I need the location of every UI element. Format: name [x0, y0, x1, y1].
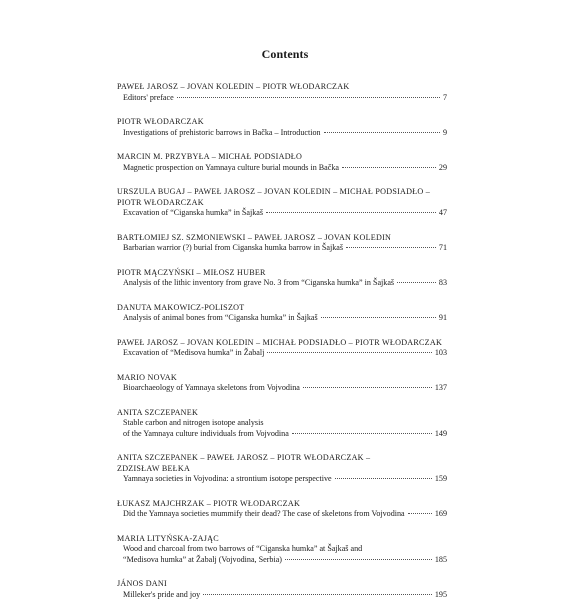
toc-entry-line	[117, 163, 447, 174]
toc-entry-page-number: 9	[443, 128, 447, 139]
leader-dots	[177, 97, 440, 98]
leader-dots	[346, 247, 436, 248]
toc-entry	[117, 152, 447, 173]
toc-entry-page-number: 7	[443, 93, 447, 104]
toc-entry-page-number: 29	[439, 163, 447, 174]
toc-entry-page-number: 149	[435, 429, 447, 440]
toc-entry-line	[117, 348, 447, 359]
toc-entry-line	[117, 243, 447, 254]
toc-entry	[117, 373, 447, 394]
toc-entry-title: Milleker's pride and joy	[123, 590, 200, 600]
toc-entry-title: Barbarian warrior (?) burial from Ciganska humka barrow in Šajkaš	[123, 243, 343, 254]
toc-entry-authors: PAWEŁ JAROSZ – JOVAN KOLEDIN – MICHAŁ PODSIADŁO – PIOTR WŁODARCZAK	[117, 338, 447, 349]
toc-entry-authors: ŁUKASZ MAJCHRZAK – PIOTR WŁODARCZAK	[117, 499, 447, 510]
toc-entry-page-number: 185	[435, 555, 447, 566]
toc-entry-authors: JÁNOS DANI	[117, 579, 447, 590]
toc-entry-page-number: 159	[435, 474, 447, 485]
leader-dots	[321, 317, 436, 318]
toc-entry-page-number: 137	[435, 383, 447, 394]
toc-entry-line	[117, 128, 447, 139]
toc-entry-title: Did the Yamnaya societies mummify their dead? The case of skeletons from Vojvodina	[123, 509, 405, 520]
toc-entry	[117, 499, 447, 520]
toc-entry-authors: ANITA SZCZEPANEK – PAWEŁ JAROSZ – PIOTR WŁODARCZAK –	[117, 453, 447, 464]
toc-entry-line	[117, 555, 447, 566]
toc-entry	[117, 408, 447, 440]
leader-dots	[292, 433, 432, 434]
toc-entry-title: Investigations of prehistoric barrows in Bačka – Introduction	[123, 128, 321, 139]
leader-dots	[335, 478, 432, 479]
toc-entry	[117, 233, 447, 254]
leader-dots	[342, 167, 436, 168]
leader-dots	[203, 594, 432, 595]
toc-entry-title: Excavation of “Ciganska humka” in Šajkaš	[123, 208, 263, 219]
table-of-contents	[117, 82, 447, 600]
toc-entry-title: Bioarchaeology of Yamnaya skeletons from Vojvodina	[123, 383, 300, 394]
toc-entry	[117, 187, 447, 219]
leader-dots	[408, 513, 432, 514]
leader-dots	[267, 352, 431, 353]
toc-entry-line	[117, 590, 447, 600]
leader-dots	[397, 282, 436, 283]
toc-entry-authors: PIOTR MĄCZYŃSKI – MIŁOSZ HUBER	[117, 268, 447, 279]
toc-entry	[117, 453, 447, 485]
toc-entry-authors: URSZULA BUGAJ – PAWEŁ JAROSZ – JOVAN KOLEDIN – MICHAŁ PODSIADŁO –	[117, 187, 447, 198]
leader-dots	[303, 387, 432, 388]
toc-entry	[117, 303, 447, 324]
leader-dots	[266, 212, 436, 213]
toc-entry-page-number: 91	[439, 313, 447, 324]
toc-entry-title: Editors' preface	[123, 93, 174, 104]
toc-entry-title-line: Stable carbon and nitrogen isotope analysis	[117, 418, 447, 429]
toc-entry-page-number: 169	[435, 509, 447, 520]
toc-entry-authors: PIOTR WŁODARCZAK	[117, 198, 447, 209]
toc-entry-title: of the Yamnaya culture individuals from Vojvodina	[123, 429, 289, 440]
leader-dots	[285, 559, 432, 560]
toc-entry-authors: ANITA SZCZEPANEK	[117, 408, 447, 419]
toc-entry-title: Analysis of animal bones from “Ciganska humka” in Šajkaš	[123, 313, 318, 324]
leader-dots	[324, 132, 440, 133]
toc-entry-line	[117, 208, 447, 219]
toc-entry-line	[117, 313, 447, 324]
toc-entry-line	[117, 429, 447, 440]
toc-entry-title-line: Wood and charcoal from two barrows of “Ciganska humka” at Šajkaš and	[117, 544, 447, 555]
toc-entry-line	[117, 278, 447, 289]
page-title: Contents	[0, 47, 570, 62]
toc-entry-page-number: 195	[435, 590, 447, 600]
toc-entry	[117, 268, 447, 289]
toc-entry	[117, 534, 447, 566]
toc-entry-line	[117, 509, 447, 520]
toc-entry-authors: PAWEŁ JAROSZ – JOVAN KOLEDIN – PIOTR WŁODARCZAK	[117, 82, 447, 93]
toc-entry-page-number: 71	[439, 243, 447, 254]
toc-entry-line	[117, 93, 447, 104]
toc-entry-line	[117, 383, 447, 394]
toc-entry-authors: MARIO NOVAK	[117, 373, 447, 384]
toc-entry-title: Yamnaya societies in Vojvodina: a strontium isotope perspective	[123, 474, 332, 485]
toc-entry-page-number: 103	[435, 348, 447, 359]
toc-entry	[117, 117, 447, 138]
toc-entry	[117, 579, 447, 600]
toc-entry-title: “Medisova humka” at Žabalj (Vojvodina, Serbia)	[123, 555, 282, 566]
toc-entry-authors: MARIA LITYŃSKA-ZAJĄC	[117, 534, 447, 545]
toc-entry-title: Magnetic prospection on Yamnaya culture burial mounds in Bačka	[123, 163, 339, 174]
toc-entry	[117, 82, 447, 103]
toc-entry-authors: ZDZISŁAW BEŁKA	[117, 464, 447, 475]
toc-entry-authors: BARTŁOMIEJ SZ. SZMONIEWSKI – PAWEŁ JAROSZ – JOVAN KOLEDIN	[117, 233, 447, 244]
toc-entry-title: Excavation of “Medisova humka” in Žabalj	[123, 348, 264, 359]
toc-entry-authors: MARCIN M. PRZYBYŁA – MICHAŁ PODSIADŁO	[117, 152, 447, 163]
toc-entry-page-number: 83	[439, 278, 447, 289]
toc-entry-page-number: 47	[439, 208, 447, 219]
toc-entry-authors: DANUTA MAKOWICZ-POLISZOT	[117, 303, 447, 314]
toc-entry-title: Analysis of the lithic inventory from grave No. 3 from “Ciganska humka” in Šajkaš	[123, 278, 394, 289]
toc-entry-line	[117, 474, 447, 485]
toc-entry-authors: PIOTR WŁODARCZAK	[117, 117, 447, 128]
toc-entry	[117, 338, 447, 359]
